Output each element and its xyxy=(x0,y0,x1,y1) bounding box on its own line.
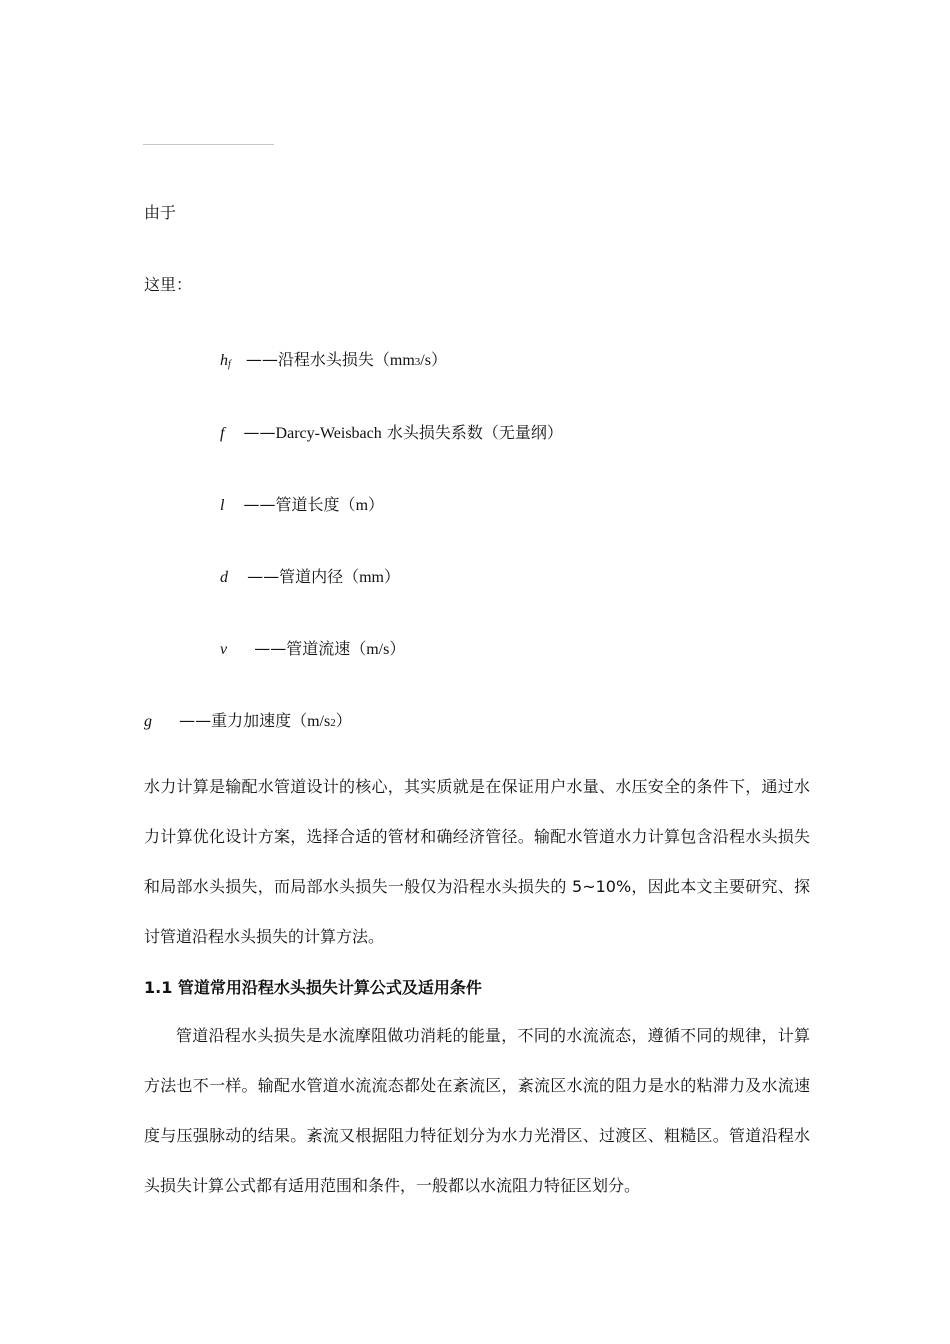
dash: —— xyxy=(243,423,276,442)
definition-text: 沿程水头损失（ xyxy=(277,350,390,369)
paragraph-hydraulic-calc: 水力计算是输配水管道设计的核心，其实质就是在保证用户水量、水压安全的条件下，通过水力计算优化设计方案，选择合适的管材和确经济管径。输配水管道水力计算包含沿程水头损失和局部水头损失，而局部水头损失一般仅为沿程水头损失的 5~10%，因此本文主要研究、探讨管道沿程水头损失的计算方法。 xyxy=(144,777,810,946)
symbol-d: d xyxy=(220,569,228,586)
definition-text: 管道长度（ xyxy=(275,495,356,514)
dash: —— xyxy=(247,567,280,586)
definition-f: f ——Darcy-Weisbach 水头损失系数（无量纲） xyxy=(220,423,563,442)
definition-text: 管道内径（ xyxy=(279,567,360,586)
definition-hf: $h_f$ ——沿程水头损失（mm3/s） xyxy=(220,350,447,370)
symbol-f: f xyxy=(220,425,225,442)
symbol-h: $h_f$ xyxy=(220,352,231,370)
intro-line-zheli: 这里： xyxy=(144,275,193,294)
dash: —— xyxy=(179,711,212,730)
definition-text: 管道流速（ xyxy=(286,639,367,658)
unit: mm xyxy=(389,352,415,369)
intro-line-youyu: 由于 xyxy=(144,203,177,222)
dash: —— xyxy=(243,495,276,514)
symbol-v: v xyxy=(220,641,228,658)
symbol-l: l xyxy=(220,497,225,514)
definition-text: 水头损失系数（无量纲） xyxy=(381,423,563,442)
definition-v: v ——管道流速（m/s） xyxy=(220,639,406,658)
definition-text: 重力加速度（ xyxy=(211,711,308,730)
dash: —— xyxy=(254,639,287,658)
definition-l: l ——管道长度（m） xyxy=(220,495,385,514)
definition-g: g ——重力加速度（m/s2） xyxy=(144,711,352,730)
header-divider xyxy=(143,144,274,145)
definition-d: d ——管道内径（mm） xyxy=(220,567,401,586)
symbol-g: g xyxy=(144,713,152,730)
dash: —— xyxy=(245,350,278,369)
section-heading: 1.1 管道常用沿程水头损失计算公式及适用条件 xyxy=(144,978,482,997)
paragraph-head-loss: 管道沿程水头损失是水流摩阻做功消耗的能量，不同的水流流态，遵循不同的规律，计算方法也不一样。输配水管道水流流态都处在紊流区，紊流区水流的阻力是水的粘滞力及水流速度与压强脉动的结果。紊流又根据阻力特征划分为水力光滑区、过渡区、粗糙区。管道沿程水头损失计算公式都有适用范围和条件，一般都以水流阻力特征区划分。 xyxy=(144,1026,810,1195)
